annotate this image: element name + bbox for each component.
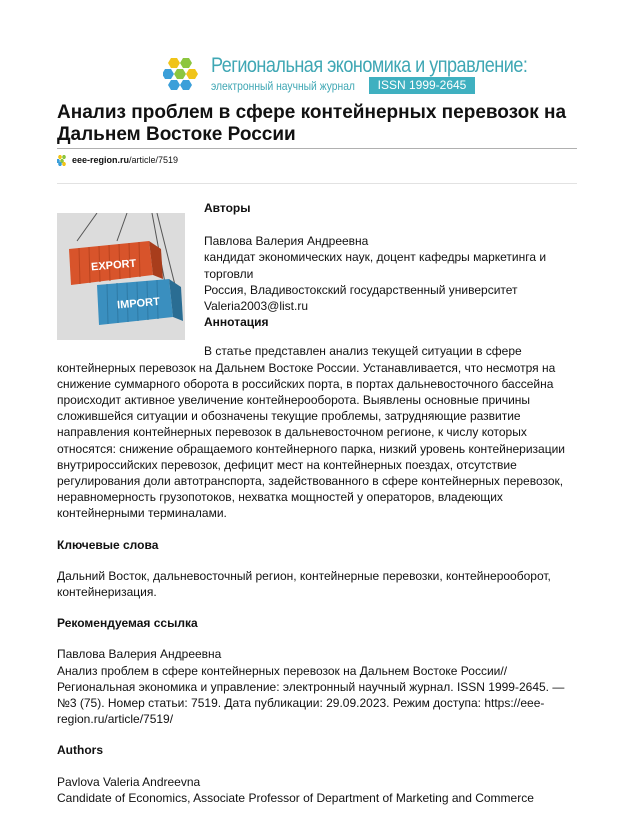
keywords-text: Дальний Восток, дальневосточный регион, контейнерные перевозки, контейнерооборот, контейнеризация. [57,568,551,600]
author-en-position: Candidate of Economics, Associate Professor of Department of Marketing and Commerce [57,790,534,805]
journal-title: Региональная экономика и управление: [211,54,528,77]
title-divider [57,148,577,149]
abstract-text: В статье представлен анализ текущей ситуации в сфере контейнерных перевозок на Дальнем Востоке России. Устанавливается, что несмотря на снижение суммарного оборота в российских порта, в портах дальневосточного бассейна происходит активное увеличение контейнерооборота. Выявлены основные причины сложившейся ситуации и обозначены текущие проблемы, затрудняющие развитие направления контейнерных перевозок в дальневосточном регионе, к числу которых относятся: снижение обращаемого контейнерного парка, низкий уровень контейнеризации внутрироссийских перевозок, дефицит мест на контейнерных поездах, отсутствие регулирования доли автотранспорта, задействованного в сфере контейнерных перевозок, неравномерность грузопотоков, нехватка мощностей у операторов, владеющих контейнерными терминалами. [57,344,566,521]
author-name: Павлова Валерия Андреевна [204,234,369,249]
export-label: EXPORT [90,257,137,274]
site-favicon-icon [57,155,68,166]
hexagon-cluster-logo-icon [163,56,205,92]
article-url[interactable] [57,154,178,166]
authors-en-heading: Authors [57,743,103,758]
import-label: IMPORT [116,295,161,312]
author-email[interactable]: Valeria2003@list.ru [204,299,309,314]
url-path: /article/7519 [129,155,179,165]
citation-author: Павлова Валерия Андреевна [57,647,222,662]
citation-heading: Рекомендуемая ссылка [57,616,198,631]
keywords-heading: Ключевые слова [57,537,159,552]
article-title: Анализ проблем в сфере контейнерных перевозок на Дальнем Востоке России [57,102,567,145]
citation-text: Анализ проблем в сфере контейнерных перевозок на Дальнем Востоке России// Региональная экономика и управление: электронный научный журнал. ISSN 1999-2645. — №3 (75). Номер статьи: 7519. Дата публикации: 29.09.2023. Режим доступа: https://eee-region.ru/article/7519/ [57,663,565,727]
url-domain: eee-region.ru [72,155,130,165]
author-en-name: Pavlova Valeria Andreevna [57,774,201,789]
issn-badge: ISSN 1999-2645 [369,77,475,94]
article-body [57,200,577,806]
authors-heading: Авторы [204,201,251,215]
abstract-heading: Аннотация [204,315,269,330]
journal-header [163,52,528,96]
journal-subtitle: электронный научный журнал [211,79,355,93]
url-divider [57,183,577,184]
author-affiliation: Россия, Владивостокский государственный университет [204,282,518,297]
author-position: кандидат экономических наук, доцент кафедры маркетинга и торговли [204,250,547,281]
